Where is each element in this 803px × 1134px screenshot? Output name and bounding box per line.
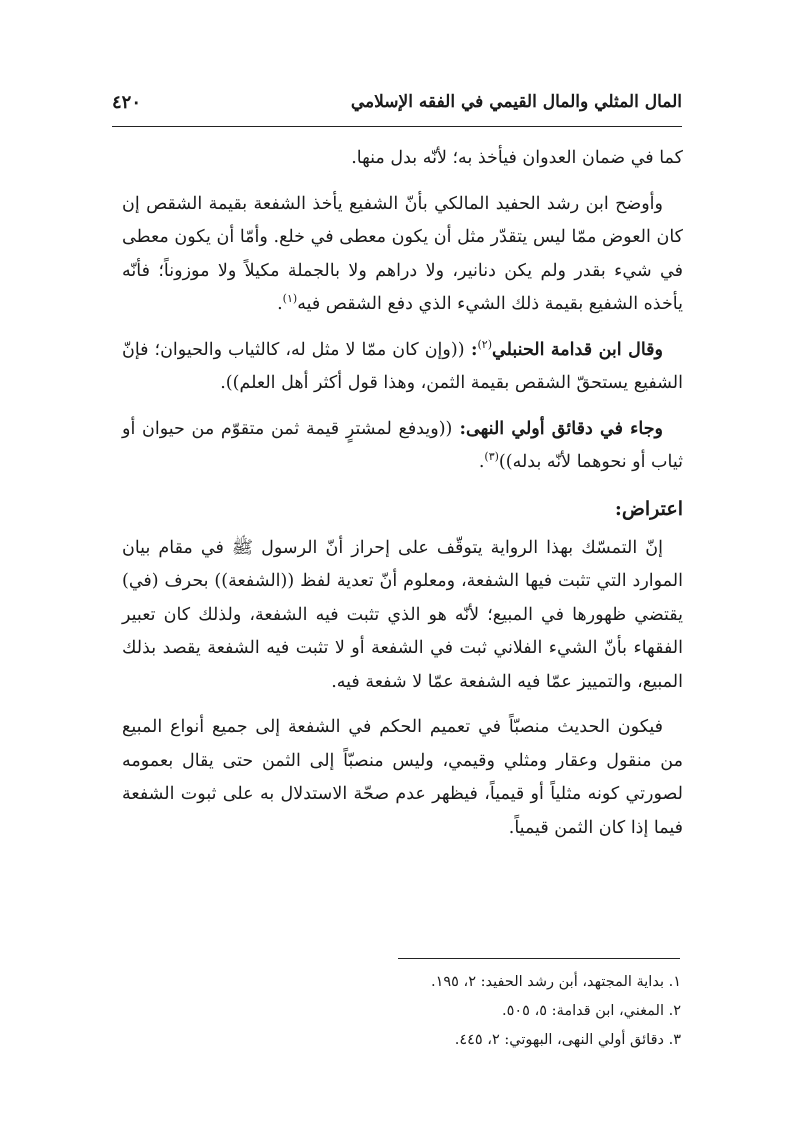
paragraph-4-quote: ((ويدفع لمشترٍ قيمة ثمن متقوّم من حيوان أو ثياب أو نحوهما لأنّه بدله)) [122,418,683,472]
paragraph-5: إنّ التمسّك بهذا الرواية يتوقّف على إحراز أنّ الرسول ﷺ في مقام بيان الموارد التي تثبت فيها الشفعة، ومعلوم أنّ تعدية لفظ ((الشفعة)) بحرف (في) يقتضي ظهورها في المبيع؛ لأنّه هو الذي تثبت فيه الشفعة، ولذلك كان تعبير الفقهاء بأنّ الشيء الفلاني ثبت في الشفعة أو لا تثبت فيه الشفعة يقصد بذلك المبيع، والتمييز عمّا فيه الشفعة عمّا لا شفعة فيه. [122,537,683,692]
paragraph-2-text: وأوضح ابن رشد الحفيد المالكي بأنّ الشفيع يأخذ الشفعة بقيمة الشقص إن كان العوض ممّا ليس يتقدّر مثل أن يكون معطى في خلع. وأمّا أن يكون معطى في شيء بقدر ولم يكن دنانير، ولا دراهم ولا بالجملة مكيلاً ولا موزوناً؛ فأنّه يأخذه الشفيع بقيمة ذلك الشيء الذي دفع الشقص فيه [122,193,683,314]
colon: : [464,339,478,360]
paragraph-3 [122,334,683,401]
quote-source-ibn-qudama: وقال ابن قدامة الحنبلي [492,339,663,360]
page-number: ٤٢٠ [112,92,142,113]
footnotes [231,968,681,1055]
paragraph-2-end: . [277,294,283,314]
footnote-ref-2: (٢) [477,337,492,351]
paragraph-4-end: . [478,452,485,472]
paragraph-2 [122,188,683,322]
running-header [112,92,682,120]
page-body [122,142,683,857]
paragraph-3-quote: ((وإن كان ممّا لا مثل له، كالثياب والحيوان؛ فإنّ الشفيع يستحقّ الشقص بقيمة الثمن، وهذا قول أكثر أهل العلم)). [122,339,683,393]
header-divider [112,126,682,127]
quote-source-daqaiq: وجاء في دقائق أولي النهى: [452,418,663,439]
paragraph-6: فيكون الحديث منصبّاً في تعميم الحكم في الشفعة إلى جميع أنواع المبيع من منقول وعقار ومثلي وقيمي، وليس منصبّاً إلى الثمن حتى يقال بعمومه لصورتي كونه مثلياً أو قيمياً، فيظهر عدم صحّة الاستدلال به على ثبوت الشفعة فيما إذا كان الثمن قيمياً. [122,717,683,838]
footnote-ref-1: (١) [282,292,298,306]
footnote-ref-3: (٣) [484,450,499,464]
footnote-3: ٣. دقائق أولي النهى، البهوتي: ٢، ٤٤٥. [454,1032,681,1048]
section-heading: اعتراض: [614,497,683,520]
paragraph-1: كما في ضمان العدوان فيأخذ به؛ لأنّه بدل منها. [351,148,683,168]
running-title: المال المثلي والمال القيمي في الفقه الإسلامي [350,92,682,112]
footnote-1: ١. بداية المجتهد، أبن رشد الحفيد: ٢، ١٩٥. [430,974,681,990]
paragraph-4 [122,413,683,480]
footnote-divider [398,958,680,959]
footnote-2: ٢. المغني، ابن قدامة: ٥، ٥٠٥. [502,1003,681,1019]
